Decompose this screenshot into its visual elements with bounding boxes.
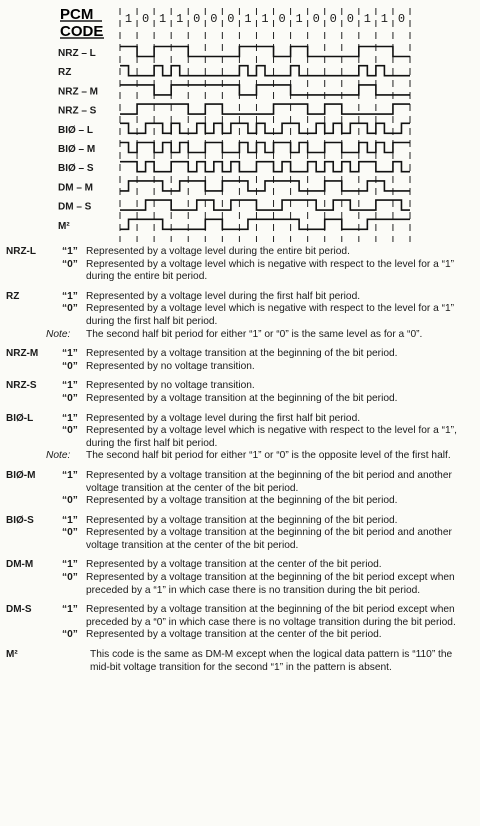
bit-value: “0” — [62, 495, 78, 507]
row-label: BIØ – S — [58, 163, 94, 175]
definition-block — [0, 291, 480, 341]
definition-line — [0, 348, 480, 361]
bit-label: 1 — [159, 12, 167, 26]
bit-label: 1 — [363, 12, 371, 26]
waveform-trace — [120, 181, 410, 191]
bit-label: 0 — [141, 12, 150, 26]
definition-block — [0, 604, 480, 642]
definition-line — [0, 470, 480, 495]
bit-label: 0 — [227, 12, 235, 26]
bit-value: “0” — [62, 527, 78, 539]
definition-line — [0, 291, 480, 304]
definition-line — [0, 361, 480, 374]
waveform-trace — [120, 219, 410, 229]
pcm-code-header — [60, 6, 104, 40]
definition-block — [0, 515, 480, 553]
waveform-trace — [120, 200, 410, 210]
definition-code: NRZ-M — [6, 348, 39, 360]
definition-line — [0, 246, 480, 259]
row-label: DM – S — [58, 201, 92, 213]
row-label: RZ — [58, 67, 72, 79]
definition-line — [0, 527, 480, 552]
bit-label: 1 — [124, 12, 133, 26]
definition-code: BIØ-L — [6, 412, 34, 424]
definition-text: Represented by a voltage level during the entire bit period. — [86, 246, 350, 257]
definition-text: Represented by a voltage level which is negative with respect to the level for a “1” during the entire bit period. — [86, 258, 455, 283]
bit-value: “0” — [62, 303, 78, 315]
bit-label: 0 — [397, 12, 406, 26]
definition-line — [0, 649, 480, 674]
note-label: Note: — [46, 328, 71, 340]
note-label: Note: — [46, 450, 71, 462]
bit-label: 1 — [261, 12, 269, 26]
definition-block — [0, 649, 480, 674]
definition-text: Represented by a voltage transition at the beginning of the bit period. — [86, 495, 398, 507]
definition-text: Represented by a voltage transition at the beginning of the bit period. — [86, 392, 398, 404]
bit-value: “1” — [62, 469, 78, 481]
row-label: NRZ – L — [58, 48, 96, 59]
definition-text: Represented by a voltage level during the first half bit period. — [86, 290, 361, 302]
bit-label: 1 — [380, 12, 389, 26]
definition-text: Represented by a voltage transition at the center of the bit period. — [86, 629, 382, 641]
definition-text: Represented by no voltage transition. — [86, 380, 255, 392]
definition-block — [0, 348, 480, 373]
definition-block — [0, 246, 480, 284]
definition-code: NRZ-S — [6, 380, 37, 392]
waveform-trace — [120, 123, 410, 133]
definition-block — [0, 413, 480, 463]
waveform-trace — [120, 66, 410, 76]
bit-value: “1” — [62, 514, 78, 526]
definition-line — [0, 559, 480, 572]
definition-line — [0, 629, 480, 642]
header-code: CODE — [60, 23, 104, 40]
definition-code: RZ — [6, 290, 20, 302]
bit-label: 1 — [176, 12, 184, 26]
bit-label: 0 — [329, 12, 337, 26]
definition-code: DM-S — [6, 604, 32, 616]
bit-value: “1” — [62, 412, 78, 424]
bit-value: “1” — [62, 380, 78, 392]
definition-text: Represented by a voltage level which is negative with respect to the level for a “1” during the first half bit period. — [86, 303, 455, 327]
waveform-rows — [58, 47, 410, 232]
row-label: DM – M — [58, 182, 93, 194]
definition-text: Represented by a voltage transition at the beginning of the bit period and another voltage transition at the center of the bit period. — [86, 527, 452, 551]
bit-label: 0 — [346, 12, 354, 26]
definition-block — [0, 380, 480, 405]
bit-label: 0 — [193, 12, 201, 26]
definition-text: Represented by a voltage transition at the beginning of the bit period except when preceded by a “1” in which case there is no transition during the bit period. — [86, 572, 455, 596]
bit-label: 1 — [244, 12, 252, 26]
header-pcm: PCM — [60, 6, 94, 23]
bit-value: “0” — [62, 392, 78, 404]
row-label: BIØ – M — [58, 144, 96, 155]
definition-code: BIØ-S — [6, 514, 34, 526]
definition-line — [0, 413, 480, 426]
definition-text: Represented by a voltage transition at the beginning of the bit period. — [86, 348, 398, 360]
bit-value: “0” — [62, 258, 78, 270]
definition-line — [0, 380, 480, 393]
bit-label: 0 — [278, 12, 286, 26]
bit-value: “1” — [62, 246, 78, 257]
note-text: The second half bit period for either “1” or “0” is the opposite level of the first half. — [86, 450, 451, 462]
bit-value: “0” — [62, 425, 78, 437]
definition-line — [0, 572, 480, 597]
definition-line — [0, 515, 480, 528]
definition-text: Represented by a voltage level which is negative with respect to the level for a “1”, during the first half bit period. — [86, 425, 457, 449]
definition-text: This code is the same as DM-M except when the logical data pattern is “110” the mid-bit voltage transition for the second “1” in the pattern is absent. — [90, 649, 453, 673]
note-text: The second half bit period for either “1” or “0” is the same level as for a “0”. — [86, 328, 423, 340]
bit-value: “0” — [62, 572, 78, 584]
waveform-trace — [120, 104, 410, 114]
definition-note — [0, 329, 480, 342]
definition-text: Represented by a voltage level during the first half bit period. — [86, 412, 361, 424]
row-label: M² — [58, 220, 70, 232]
definition-code: DM-M — [6, 559, 34, 571]
bit-value: “1” — [62, 348, 78, 360]
definition-line — [0, 495, 480, 508]
definition-block — [0, 470, 480, 508]
definition-note — [0, 450, 480, 463]
definition-line — [0, 425, 480, 450]
definition-text: Represented by no voltage transition. — [86, 360, 255, 372]
waveform-trace — [120, 47, 410, 57]
bit-value: “1” — [62, 559, 78, 571]
pcm-waveform-diagram — [0, 0, 480, 246]
bit-value: “1” — [62, 290, 78, 302]
definition-text: Represented by a voltage transition at the beginning of the bit period and another voltage transition at the center of the bit period. — [86, 469, 452, 494]
definition-code: M² — [6, 649, 18, 661]
bit-label: 0 — [210, 12, 218, 26]
bit-label: 1 — [295, 12, 303, 26]
definition-code: BIØ-M — [6, 469, 36, 481]
bit-value: “1” — [62, 604, 78, 616]
bit-value: “0” — [62, 360, 78, 372]
waveform-trace — [120, 162, 410, 172]
definition-text: Represented by a voltage transition at the center of the bit period. — [86, 559, 382, 571]
bit-pattern — [125, 12, 405, 26]
row-label: NRZ – S — [58, 105, 97, 117]
code-definitions — [0, 246, 480, 681]
definition-text: Represented by a voltage transition at the beginning of the bit period. — [86, 514, 398, 526]
row-label: NRZ – M — [58, 86, 98, 98]
definition-line — [0, 393, 480, 406]
definition-line — [0, 604, 480, 629]
definition-text: Represented by a voltage transition at the beginning of the bit period except when preceded by a “0” in which case there is no voltage transition during the bit period. — [86, 604, 456, 628]
bit-label: 0 — [312, 12, 320, 26]
definition-block — [0, 559, 480, 597]
definition-line — [0, 259, 480, 284]
definition-line — [0, 303, 480, 328]
waveform-trace — [120, 85, 410, 95]
bit-value: “0” — [62, 629, 78, 641]
definition-code: NRZ-L — [6, 246, 36, 257]
row-label: BIØ – L — [58, 124, 94, 136]
waveform-trace — [120, 143, 410, 153]
